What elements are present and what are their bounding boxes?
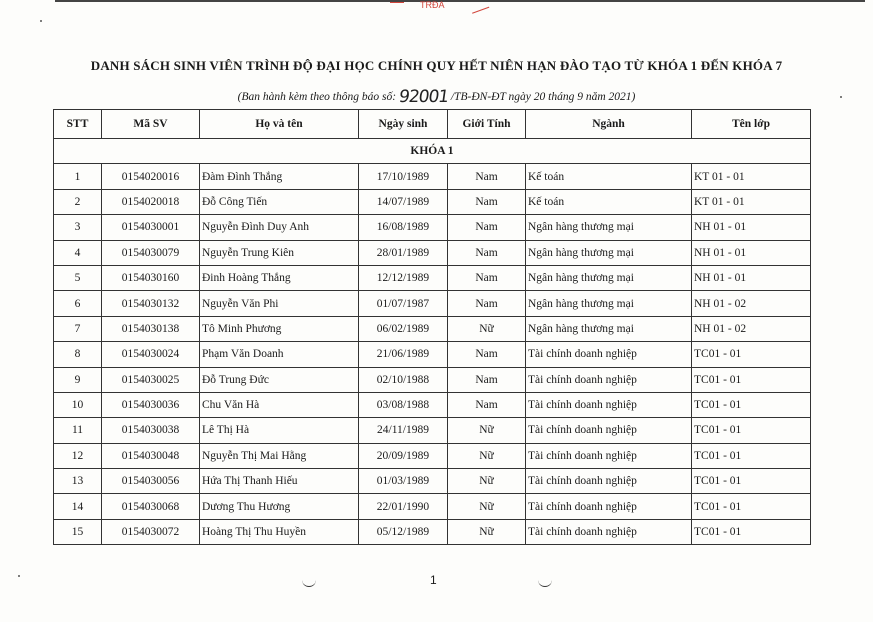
cell-student-id: 0154030038 [102, 418, 200, 443]
cell-stt: 9 [54, 367, 102, 392]
cell-birth-date: 02/10/1988 [359, 367, 448, 392]
cell-birth-date: 01/03/1989 [359, 469, 448, 494]
cell-gender: Nữ [448, 469, 526, 494]
cell-gender: Nam [448, 265, 526, 290]
table-row [54, 316, 811, 341]
cell-major: Ngân hàng thương mại [526, 316, 692, 341]
cell-birth-date: 21/06/1989 [359, 342, 448, 367]
cell-full-name: Nguyễn Thị Mai Hằng [200, 443, 359, 468]
scan-speck [840, 96, 842, 98]
cell-stt: 7 [54, 316, 102, 341]
cell-full-name: Hoàng Thị Thu Huyền [200, 519, 359, 544]
cell-stt: 2 [54, 189, 102, 214]
table-row [54, 291, 811, 316]
cell-stt: 6 [54, 291, 102, 316]
cell-class: TC01 - 01 [692, 469, 811, 494]
cell-class: TC01 - 01 [692, 519, 811, 544]
cell-student-id: 0154020016 [102, 164, 200, 189]
cell-stt: 15 [54, 519, 102, 544]
cell-student-id: 0154030036 [102, 392, 200, 417]
cell-class: NH 01 - 02 [692, 316, 811, 341]
cell-class: TC01 - 01 [692, 342, 811, 367]
cell-stt: 4 [54, 240, 102, 265]
cell-class: TC01 - 01 [692, 367, 811, 392]
cell-major: Tài chính doanh nghiệp [526, 392, 692, 417]
cell-gender: Nam [448, 189, 526, 214]
cell-major: Ngân hàng thương mại [526, 265, 692, 290]
cell-birth-date: 17/10/1989 [359, 164, 448, 189]
red-stamp-fragment: TR ĐA [380, 0, 490, 16]
cell-full-name: Hứa Thị Thanh Hiếu [200, 469, 359, 494]
cell-full-name: Đàm Đình Thắng [200, 164, 359, 189]
table-row [54, 215, 811, 240]
cell-birth-date: 05/12/1989 [359, 519, 448, 544]
cell-gender: Nam [448, 342, 526, 367]
group-row [54, 139, 811, 164]
cell-student-id: 0154030079 [102, 240, 200, 265]
cell-full-name: Nguyễn Văn Phi [200, 291, 359, 316]
cell-student-id: 0154030138 [102, 316, 200, 341]
cell-birth-date: 16/08/1989 [359, 215, 448, 240]
table-header-row [54, 110, 811, 139]
cell-class: NH 01 - 02 [692, 291, 811, 316]
cell-student-id: 0154030072 [102, 519, 200, 544]
table-row [54, 189, 811, 214]
cell-full-name: Dương Thu Hương [200, 494, 359, 519]
cell-gender: Nam [448, 367, 526, 392]
subtitle-suffix: /TB-ĐN-ĐT ngày 20 tháng 9 năm 2021) [450, 91, 636, 103]
subtitle-prefix: (Ban hành kèm theo thông báo số: [237, 91, 397, 103]
table-row [54, 443, 811, 468]
cell-major: Kế toán [526, 189, 692, 214]
scan-speck [18, 575, 20, 577]
header-birth-date: Ngày sinh [359, 110, 448, 139]
header-student-id: Mã SV [102, 110, 200, 139]
cell-student-id: 0154030001 [102, 215, 200, 240]
cell-class: KT 01 - 01 [692, 164, 811, 189]
cell-full-name: Đinh Hoàng Thắng [200, 265, 359, 290]
table-row [54, 240, 811, 265]
cell-stt: 13 [54, 469, 102, 494]
header-major: Ngành [526, 110, 692, 139]
cell-stt: 12 [54, 443, 102, 468]
cell-class: KT 01 - 01 [692, 189, 811, 214]
table-row [54, 265, 811, 290]
cell-class: NH 01 - 01 [692, 265, 811, 290]
cell-stt: 8 [54, 342, 102, 367]
cell-birth-date: 22/01/1990 [359, 494, 448, 519]
cell-birth-date: 01/07/1987 [359, 291, 448, 316]
cell-gender: Nữ [448, 443, 526, 468]
cell-major: Tài chính doanh nghiệp [526, 469, 692, 494]
cell-full-name: Nguyễn Đình Duy Anh [200, 215, 359, 240]
header-gender: Giới Tính [448, 110, 526, 139]
scan-mark [538, 580, 552, 587]
header-class: Tên lớp [692, 110, 811, 139]
document-subtitle [0, 85, 873, 105]
cell-full-name: Tô Minh Phương [200, 316, 359, 341]
cell-gender: Nam [448, 164, 526, 189]
cell-major: Tài chính doanh nghiệp [526, 443, 692, 468]
cell-full-name: Chu Văn Hà [200, 392, 359, 417]
cell-birth-date: 14/07/1989 [359, 189, 448, 214]
cell-class: NH 01 - 01 [692, 215, 811, 240]
cell-gender: Nữ [448, 316, 526, 341]
cell-major: Tài chính doanh nghiệp [526, 342, 692, 367]
group-label: KHÓA 1 [54, 139, 811, 164]
cell-stt: 11 [54, 418, 102, 443]
cell-stt: 10 [54, 392, 102, 417]
cell-major: Tài chính doanh nghiệp [526, 367, 692, 392]
handwritten-notice-number: 92001 [397, 87, 450, 107]
cell-birth-date: 20/09/1989 [359, 443, 448, 468]
table-row [54, 519, 811, 544]
cell-student-id: 0154030048 [102, 443, 200, 468]
cell-major: Tài chính doanh nghiệp [526, 519, 692, 544]
cell-birth-date: 28/01/1989 [359, 240, 448, 265]
cell-student-id: 0154030068 [102, 494, 200, 519]
header-full-name: Họ và tên [200, 110, 359, 139]
cell-class: TC01 - 01 [692, 443, 811, 468]
cell-stt: 5 [54, 265, 102, 290]
cell-stt: 3 [54, 215, 102, 240]
cell-full-name: Lê Thị Hà [200, 418, 359, 443]
cell-major: Ngân hàng thương mại [526, 240, 692, 265]
cell-class: TC01 - 01 [692, 392, 811, 417]
cell-major: Tài chính doanh nghiệp [526, 494, 692, 519]
table-row [54, 418, 811, 443]
cell-full-name: Nguyễn Trung Kiên [200, 240, 359, 265]
table-row [54, 494, 811, 519]
cell-full-name: Đỗ Trung Đức [200, 367, 359, 392]
cell-student-id: 0154030024 [102, 342, 200, 367]
scan-mark [302, 580, 316, 587]
cell-gender: Nam [448, 240, 526, 265]
table-row [54, 469, 811, 494]
cell-major: Ngân hàng thương mại [526, 215, 692, 240]
cell-gender: Nữ [448, 494, 526, 519]
cell-birth-date: 24/11/1989 [359, 418, 448, 443]
cell-major: Ngân hàng thương mại [526, 291, 692, 316]
cell-major: Tài chính doanh nghiệp [526, 418, 692, 443]
cell-student-id: 0154030056 [102, 469, 200, 494]
cell-student-id: 0154030132 [102, 291, 200, 316]
header-stt: STT [54, 110, 102, 139]
cell-stt: 1 [54, 164, 102, 189]
cell-class: NH 01 - 01 [692, 240, 811, 265]
cell-major: Kế toán [526, 164, 692, 189]
cell-full-name: Đỗ Công Tiến [200, 189, 359, 214]
cell-gender: Nam [448, 392, 526, 417]
cell-birth-date: 03/08/1988 [359, 392, 448, 417]
cell-student-id: 0154030160 [102, 265, 200, 290]
cell-class: TC01 - 01 [692, 494, 811, 519]
cell-gender: Nữ [448, 519, 526, 544]
cell-stt: 14 [54, 494, 102, 519]
cell-birth-date: 12/12/1989 [359, 265, 448, 290]
page-number: 1 [430, 573, 437, 587]
cell-gender: Nam [448, 291, 526, 316]
table-row [54, 342, 811, 367]
cell-student-id: 0154030025 [102, 367, 200, 392]
cell-gender: Nam [448, 215, 526, 240]
student-list-table [53, 109, 811, 545]
table-row [54, 367, 811, 392]
table-row [54, 164, 811, 189]
cell-gender: Nữ [448, 418, 526, 443]
cell-student-id: 0154020018 [102, 189, 200, 214]
cell-class: TC01 - 01 [692, 418, 811, 443]
cell-full-name: Phạm Văn Doanh [200, 342, 359, 367]
table-row [54, 392, 811, 417]
cell-birth-date: 06/02/1989 [359, 316, 448, 341]
document-title: DANH SÁCH SINH VIÊN TRÌNH ĐỘ ĐẠI HỌC CHÍNH QUY HẾT NIÊN HẠN ĐÀO TẠO TỪ KHÓA 1 ĐẾN KHÓA 7 [90, 58, 783, 73]
scan-speck [40, 20, 42, 22]
